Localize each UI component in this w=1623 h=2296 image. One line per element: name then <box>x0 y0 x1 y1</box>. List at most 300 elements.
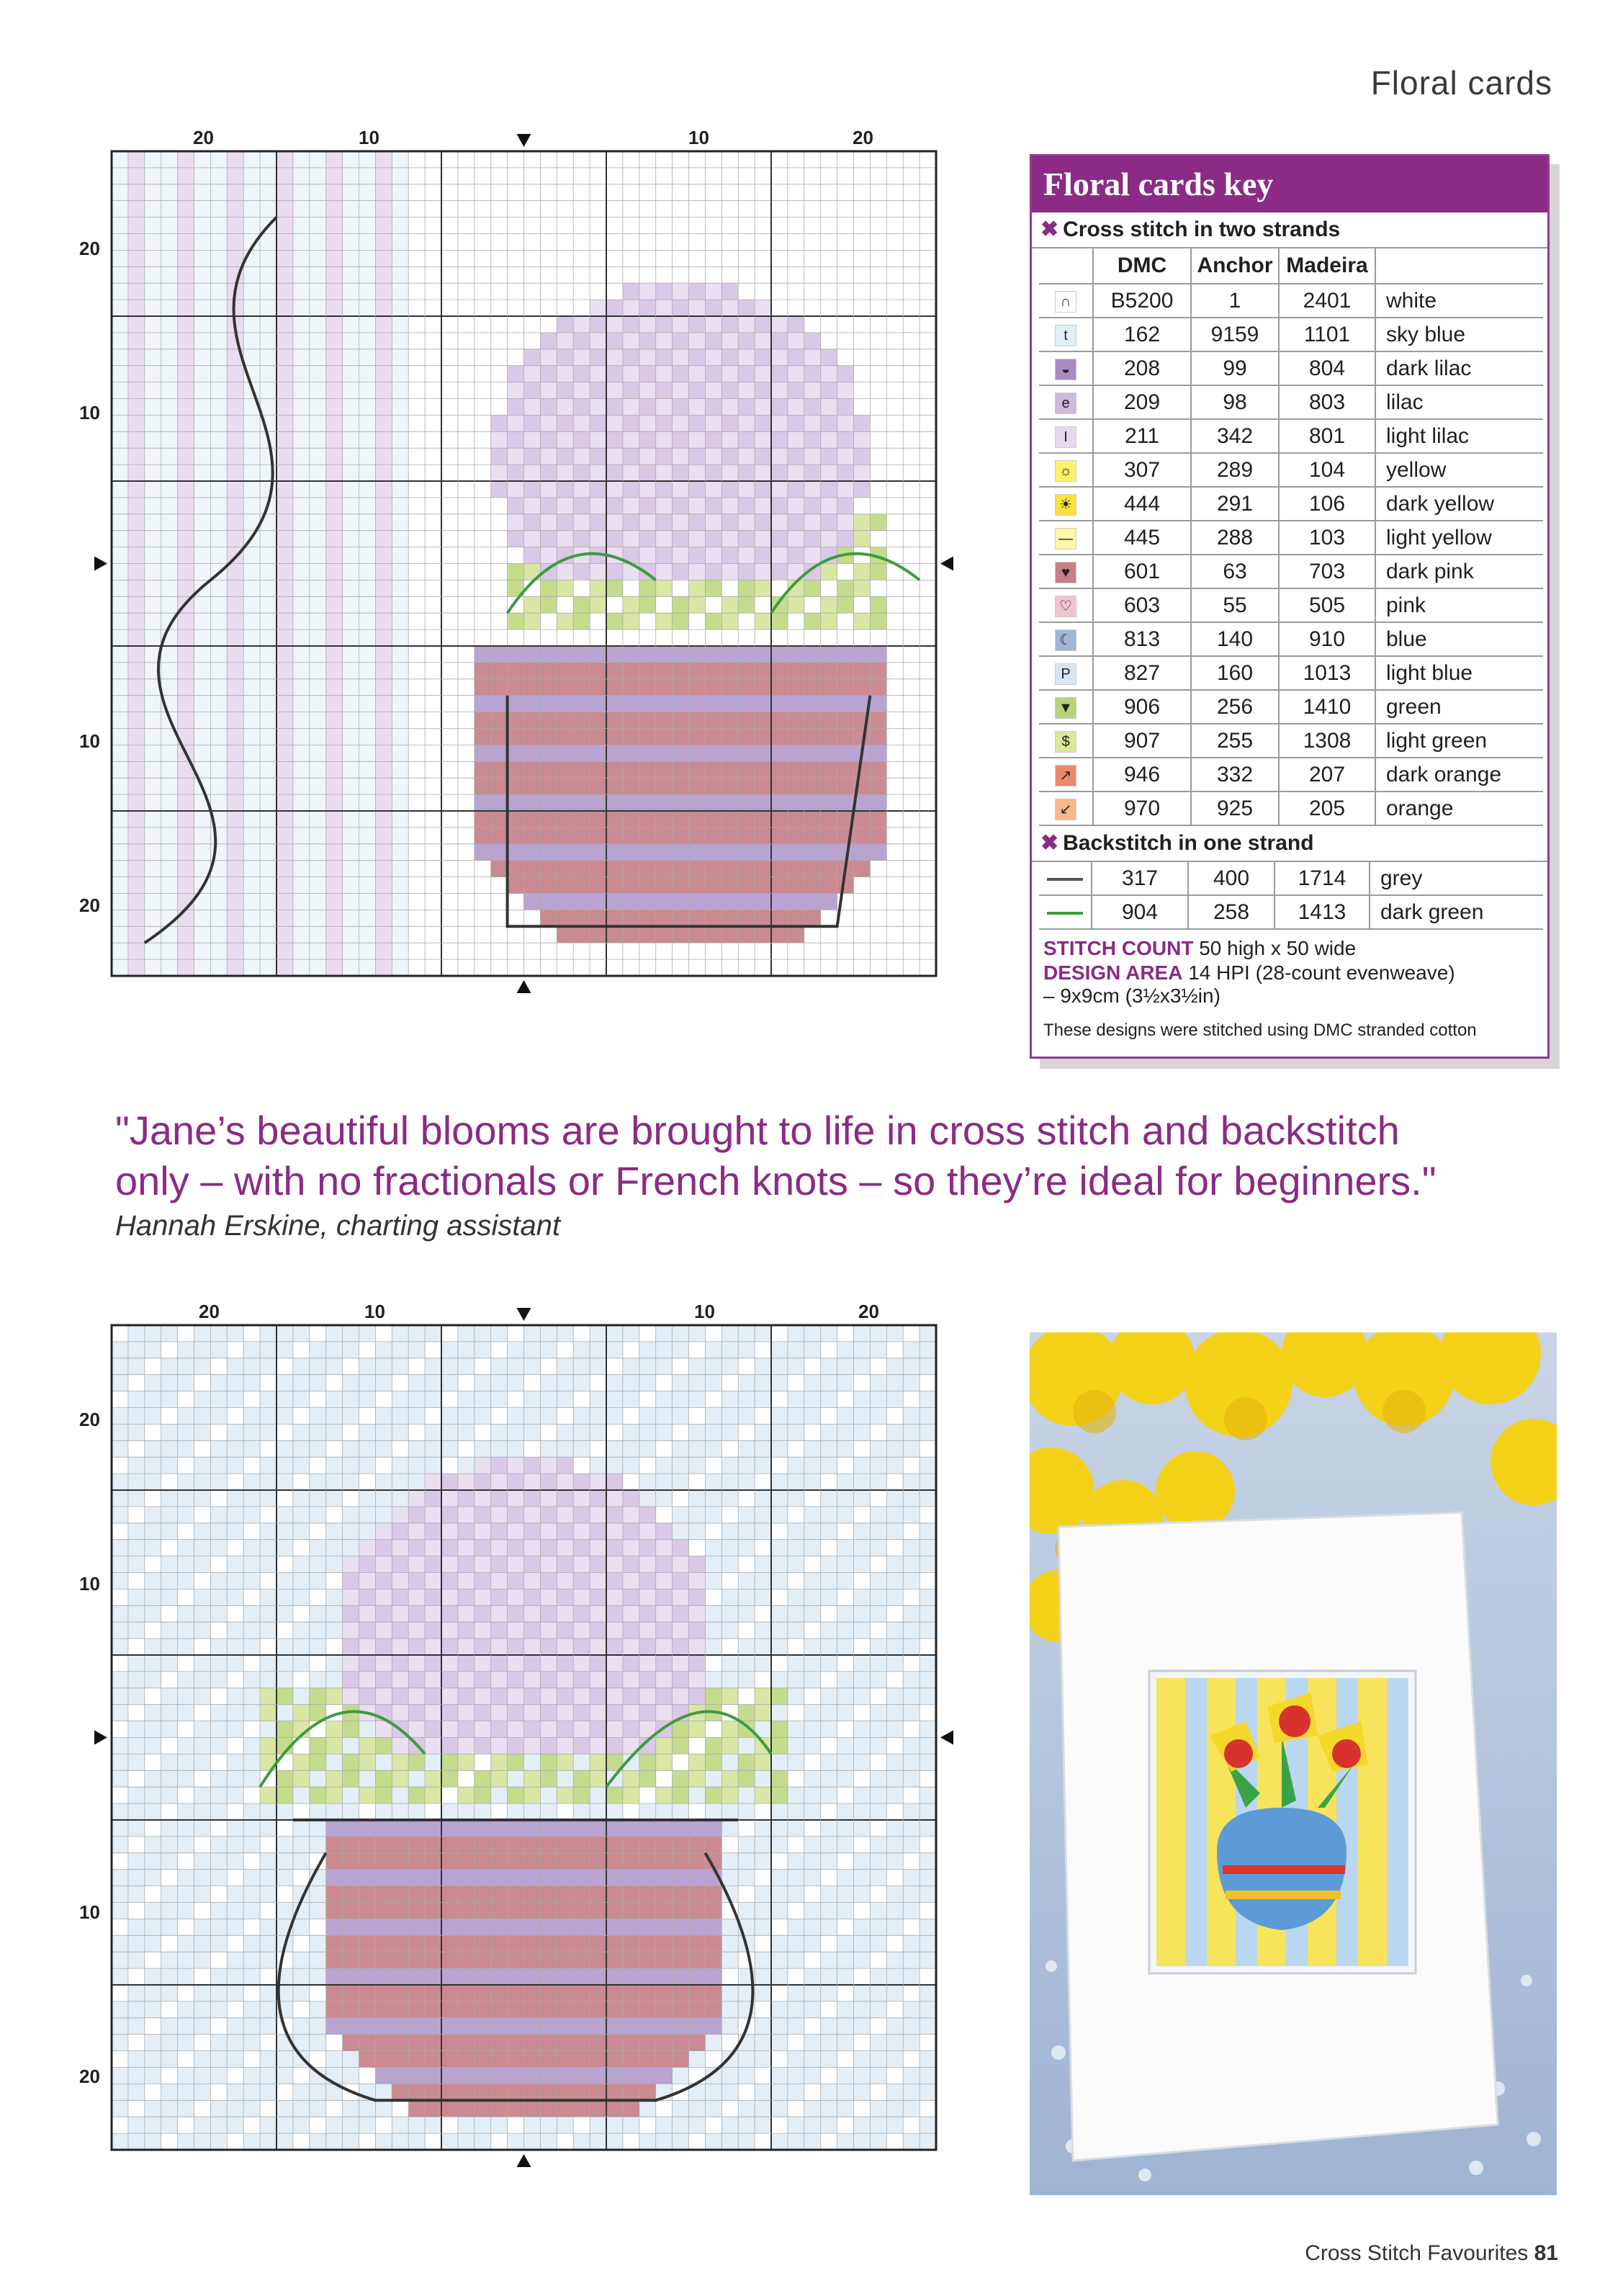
stitch-cell <box>870 1655 886 1672</box>
stitch-cell <box>673 729 689 745</box>
stitch-cell <box>128 218 145 234</box>
stitch-cell <box>128 1903 145 1919</box>
stitch-cell <box>705 1622 721 1638</box>
stitch-cell <box>112 1638 128 1655</box>
stitch-cell <box>721 1490 738 1507</box>
stitch-cell <box>359 696 376 712</box>
stitch-cell <box>689 1589 706 1605</box>
stitch-cell <box>804 498 821 514</box>
stitch-cell <box>343 1803 359 1820</box>
stitch-cell <box>260 729 277 745</box>
stitch-cell <box>277 1688 293 1705</box>
stitch-cell <box>854 448 871 465</box>
stitch-cell <box>293 2084 310 2100</box>
stitch-cell <box>293 399 310 416</box>
stitch-cell <box>441 1573 458 1589</box>
stitch-cell <box>408 2133 425 2150</box>
stitch-cell <box>243 1622 260 1638</box>
stitch-cell <box>359 926 376 943</box>
stitch-cell <box>441 2117 458 2133</box>
stitch-cell <box>277 1408 293 1425</box>
stitch-cell <box>277 250 293 266</box>
stitch-cell <box>210 1325 227 1342</box>
stitch-cell <box>458 1358 475 1375</box>
stitch-cell <box>886 1474 903 1490</box>
stitch-cell <box>392 844 408 861</box>
stitch-cell <box>755 1655 771 1672</box>
stitch-cell <box>590 564 606 580</box>
stitch-cell <box>573 1672 590 1688</box>
stitch-cell <box>508 1721 524 1738</box>
stitch-cell <box>639 1589 656 1605</box>
stitch-cell <box>788 861 804 877</box>
stitch-cell <box>375 1903 392 1919</box>
stitch-cell <box>227 201 243 218</box>
stitch-cell <box>293 1589 310 1605</box>
stitch-cell <box>310 514 326 531</box>
stitch-cell <box>721 465 738 481</box>
stitch-cell <box>705 1325 721 1342</box>
stitch-cell <box>886 1935 903 1952</box>
stitch-cell <box>656 1903 673 1919</box>
stitch-cell <box>343 679 359 696</box>
stitch-cell <box>573 663 590 679</box>
stitch-cell <box>557 1391 573 1408</box>
stitch-cell <box>128 2133 145 2150</box>
stitch-cell <box>673 1935 689 1952</box>
stitch-cell <box>293 828 310 844</box>
stitch-cell <box>590 1787 606 1803</box>
stitch-cell <box>441 1870 458 1886</box>
stitch-cell <box>557 828 573 844</box>
stitch-cell <box>590 1490 606 1507</box>
stitch-cell <box>524 1672 541 1688</box>
stitch-cell <box>145 1556 161 1573</box>
stitch-cell <box>227 2051 243 2068</box>
centre-arrow-icon <box>94 1731 107 1745</box>
stitch-cell <box>145 1391 161 1408</box>
stitch-cell <box>590 745 606 761</box>
stitch-cell <box>590 1672 606 1688</box>
stitch-cell <box>194 1919 211 1935</box>
stitch-cell <box>508 2100 524 2117</box>
stitch-cell <box>441 1787 458 1803</box>
stitch-cell <box>590 1754 606 1770</box>
stitch-cell <box>788 531 804 547</box>
stitch-cell <box>508 1935 524 1952</box>
stitch-cell <box>573 729 590 745</box>
stitch-cell <box>277 1457 293 1474</box>
stitch-cell <box>771 2035 788 2051</box>
stitch-cell <box>293 877 310 894</box>
stitch-cell <box>408 1935 425 1952</box>
stitch-cell <box>673 794 689 811</box>
stitch-cell <box>623 794 639 811</box>
stitch-cell <box>408 1358 425 1375</box>
stitch-cell <box>870 1919 886 1935</box>
stitch-cell <box>639 1672 656 1688</box>
stitch-cell <box>310 1457 326 1474</box>
stitch-cell <box>475 1556 491 1573</box>
stitch-cell <box>673 877 689 894</box>
stitch-cell <box>277 910 293 926</box>
stitch-cell <box>673 531 689 547</box>
stitch-cell <box>243 696 260 712</box>
stitch-cell <box>392 1457 408 1474</box>
stitch-cell <box>293 1622 310 1638</box>
stitch-cell <box>359 761 376 778</box>
stitch-cell <box>804 1391 821 1408</box>
stitch-cell <box>771 1770 788 1787</box>
stitch-cell <box>243 1886 260 1903</box>
stitch-cell <box>310 1738 326 1754</box>
stitch-cell <box>260 1424 277 1440</box>
stitch-cell <box>343 745 359 761</box>
stitch-cell <box>243 547 260 564</box>
stitch-cell <box>243 1655 260 1672</box>
stitch-cell <box>359 2100 376 2117</box>
stitch-cell <box>623 1391 639 1408</box>
stitch-cell <box>128 828 145 844</box>
stitch-cell <box>359 1375 376 1391</box>
stitch-cell <box>508 1638 524 1655</box>
stitch-cell <box>392 1424 408 1440</box>
stitch-cell <box>755 531 771 547</box>
stitch-cell <box>639 2035 656 2051</box>
stitch-cell <box>639 1573 656 1589</box>
stitch-cell <box>673 2068 689 2084</box>
stitch-cell <box>227 1688 243 1705</box>
stitch-cell <box>326 1573 343 1589</box>
stitch-cell <box>903 1688 920 1705</box>
stitch-cell <box>145 1853 161 1870</box>
stitch-cell <box>359 629 376 646</box>
stitch-cell <box>343 1919 359 1935</box>
stitch-cell <box>145 1770 161 1787</box>
stitch-cell <box>375 1605 392 1622</box>
stitch-cell <box>441 1325 458 1342</box>
stitch-cell <box>260 1985 277 2001</box>
stitch-cell <box>623 1457 639 1474</box>
stitch-cell <box>738 1457 755 1474</box>
stitch-cell <box>161 1342 178 1358</box>
stitch-cell <box>458 1705 475 1721</box>
stitch-cell <box>524 2018 541 2035</box>
stitch-cell <box>673 1457 689 1474</box>
stitch-cell <box>639 1968 656 1985</box>
stitch-cell <box>392 811 408 828</box>
stitch-cell <box>145 1424 161 1440</box>
stitch-cell <box>755 366 771 382</box>
stitch-cell <box>145 448 161 465</box>
stitch-cell <box>804 861 821 877</box>
key-row <box>1039 284 1543 318</box>
stitch-cell <box>508 2068 524 2084</box>
stitch-cell <box>755 1556 771 1573</box>
stitch-cell <box>277 1556 293 1573</box>
stitch-cell <box>210 151 227 168</box>
stitch-cell <box>227 926 243 943</box>
stitch-cell <box>194 1408 211 1425</box>
stitch-cell <box>738 431 755 448</box>
stitch-cell <box>540 696 557 712</box>
col-dmc: DMC <box>1093 248 1191 284</box>
stitch-cell <box>408 1688 425 1705</box>
stitch-cell <box>738 481 755 498</box>
stitch-cell <box>441 1408 458 1425</box>
stitch-cell <box>491 2068 508 2084</box>
stitch-cell <box>277 283 293 300</box>
stitch-cell <box>854 828 871 844</box>
stitch-cell <box>705 910 721 926</box>
stitch-cell <box>920 2035 936 2051</box>
stitch-cell <box>573 1688 590 1705</box>
stitch-cell <box>145 2133 161 2150</box>
stitch-cell <box>557 1325 573 1342</box>
stitch-cell <box>178 234 194 251</box>
stitch-cell <box>804 844 821 861</box>
stitch-cell <box>788 910 804 926</box>
stitch-cell <box>623 1770 639 1787</box>
stitch-cell <box>705 1919 721 1935</box>
stitch-cell <box>771 1342 788 1358</box>
stitch-cell <box>375 399 392 416</box>
stitch-cell <box>721 300 738 316</box>
stitch-cell <box>837 1573 854 1589</box>
stitch-cell <box>804 1556 821 1573</box>
stitch-cell <box>343 1853 359 1870</box>
stitch-cell <box>870 1886 886 1903</box>
stitch-cell <box>178 778 194 794</box>
stitch-cell <box>771 1853 788 1870</box>
stitch-cell <box>788 448 804 465</box>
stitch-cell <box>639 547 656 564</box>
stitch-cell <box>326 1375 343 1391</box>
stitch-cell <box>458 1556 475 1573</box>
stitch-cell <box>243 861 260 877</box>
stitch-cell <box>573 564 590 580</box>
stitch-cell <box>243 2117 260 2133</box>
stitch-cell <box>194 564 211 580</box>
stitch-cell <box>310 1672 326 1688</box>
stitch-cell <box>721 316 738 333</box>
stitch-cell <box>277 596 293 613</box>
stitch-cell <box>210 910 227 926</box>
stitch-cell <box>392 596 408 613</box>
stitch-cell <box>178 1325 194 1342</box>
stitch-cell <box>788 2100 804 2117</box>
stitch-cell <box>359 2117 376 2133</box>
stitch-cell <box>145 943 161 959</box>
stitch-cell <box>293 234 310 251</box>
stitch-cell <box>639 1903 656 1919</box>
stitch-cell <box>359 1870 376 1886</box>
stitch-cell <box>788 926 804 943</box>
stitch-cell <box>392 1523 408 1540</box>
stitch-cell <box>161 184 178 201</box>
stitch-cell <box>689 564 706 580</box>
stitch-cell <box>804 1589 821 1605</box>
stitch-cell <box>508 1490 524 1507</box>
stitch-cell <box>540 1556 557 1573</box>
stitch-cell <box>491 1440 508 1457</box>
stitch-cell <box>243 679 260 696</box>
stitch-cell <box>903 1903 920 1919</box>
stitch-cell <box>524 1523 541 1540</box>
stitch-cell <box>854 1358 871 1375</box>
stitch-cell <box>178 1589 194 1605</box>
stitch-cell <box>557 1672 573 1688</box>
stitch-cell <box>210 2100 227 2117</box>
stitch-cell <box>210 745 227 761</box>
stitch-cell <box>178 811 194 828</box>
stitch-cell <box>837 844 854 861</box>
stitch-cell <box>508 1358 524 1375</box>
stitch-cell <box>441 2001 458 2018</box>
stitch-cell <box>359 1408 376 1425</box>
stitch-cell <box>375 1540 392 1556</box>
stitch-cell <box>194 1573 211 1589</box>
stitch-cell <box>293 1787 310 1803</box>
stitch-cell <box>540 1919 557 1935</box>
stitch-cell <box>573 2068 590 2084</box>
stitch-cell <box>359 201 376 218</box>
stitch-cell <box>293 629 310 646</box>
stitch-cell <box>524 1408 541 1425</box>
stitch-cell <box>227 844 243 861</box>
stitch-cell <box>408 1803 425 1820</box>
stitch-cell <box>491 448 508 465</box>
stitch-cell <box>508 1325 524 1342</box>
stitch-cell <box>128 1325 145 1342</box>
stitch-cell <box>903 2001 920 2018</box>
stitch-cell <box>689 1985 706 2001</box>
stitch-cell <box>573 1573 590 1589</box>
stitch-cell <box>771 431 788 448</box>
stitch-cell <box>359 1985 376 2001</box>
stitch-cell <box>854 1803 871 1820</box>
stitch-cell <box>738 1952 755 1968</box>
stitch-cell <box>375 448 392 465</box>
stitch-cell <box>326 382 343 399</box>
stitch-cell <box>310 300 326 316</box>
stitch-cell <box>326 349 343 366</box>
stitch-cell <box>441 1820 458 1837</box>
stitch-cell <box>326 1507 343 1523</box>
stitch-cell <box>689 1375 706 1391</box>
stitch-cell <box>788 316 804 333</box>
stitch-cell <box>821 1919 837 1935</box>
stitch-cell <box>310 1787 326 1803</box>
stitch-cell <box>425 1787 441 1803</box>
stitch-cell <box>128 1886 145 1903</box>
stitch-cell <box>128 1919 145 1935</box>
stitch-cell <box>673 712 689 729</box>
stitch-cell <box>524 894 541 910</box>
stitch-cell <box>392 1605 408 1622</box>
stitch-cell <box>128 2084 145 2100</box>
stitch-cell <box>128 1358 145 1375</box>
stitch-cell <box>508 2051 524 2068</box>
stitch-cell <box>161 943 178 959</box>
stitch-cell <box>260 1605 277 1622</box>
card-photo-image <box>1030 1332 1557 2195</box>
stitch-cell <box>590 1342 606 1358</box>
stitch-cell <box>277 696 293 712</box>
stitch-cell <box>178 2001 194 2018</box>
stitch-cell <box>210 218 227 234</box>
stitch-cell <box>656 415 673 431</box>
stitch-cell <box>821 448 837 465</box>
stitch-cell <box>738 1507 755 1523</box>
stitch-cell <box>161 646 178 663</box>
stitch-cell <box>738 745 755 761</box>
stitch-cell <box>194 1688 211 1705</box>
stitch-cell <box>112 679 128 696</box>
stitch-cell <box>771 1457 788 1474</box>
stitch-cell <box>392 679 408 696</box>
stitch-cell <box>161 234 178 251</box>
stitch-cell <box>639 712 656 729</box>
stitch-cell <box>458 2035 475 2051</box>
stitch-cell <box>243 1754 260 1770</box>
stitch-cell <box>277 415 293 431</box>
madeira-code: 1308 <box>1279 724 1375 758</box>
stitch-cell <box>392 1490 408 1507</box>
stitch-cell <box>128 629 145 646</box>
stitch-cell <box>689 2051 706 2068</box>
stitch-cell <box>854 2001 871 2018</box>
stitch-cell <box>639 1605 656 1622</box>
stitch-cell <box>804 366 821 382</box>
stitch-cell <box>293 894 310 910</box>
stitch-cell <box>260 2001 277 2018</box>
stitch-cell <box>689 1820 706 1837</box>
stitch-cell <box>260 1870 277 1886</box>
stitch-cell <box>392 1820 408 1837</box>
stitch-cell <box>293 431 310 448</box>
stitch-cell <box>343 1507 359 1523</box>
stitch-cell <box>920 1952 936 1968</box>
stitch-cell <box>689 1605 706 1622</box>
stitch-cell <box>557 531 573 547</box>
chart-top-axis-label: 10 <box>79 402 100 423</box>
stitch-cell <box>771 745 788 761</box>
stitch-cell <box>194 300 211 316</box>
stitch-cell <box>408 1540 425 1556</box>
stitch-cell <box>243 629 260 646</box>
stitch-cell <box>854 1655 871 1672</box>
stitch-cell <box>639 828 656 844</box>
stitch-cell <box>458 1787 475 1803</box>
stitch-cell <box>194 316 211 333</box>
stitch-cell <box>260 1589 277 1605</box>
stitch-cell <box>491 1837 508 1853</box>
stitch-cell <box>210 828 227 844</box>
stitch-cell <box>293 1408 310 1425</box>
stitch-cell <box>821 1952 837 1968</box>
stitch-cell <box>804 1837 821 1853</box>
stitch-cell <box>854 2051 871 2068</box>
stitch-cell <box>508 1919 524 1935</box>
stitch-cell <box>128 761 145 778</box>
stitch-cell <box>606 448 623 465</box>
stitch-cell <box>606 1655 623 1672</box>
anchor-code: 291 <box>1191 487 1279 521</box>
stitch-cell <box>804 910 821 926</box>
stitch-cell <box>112 1622 128 1638</box>
stitch-cell <box>310 448 326 465</box>
